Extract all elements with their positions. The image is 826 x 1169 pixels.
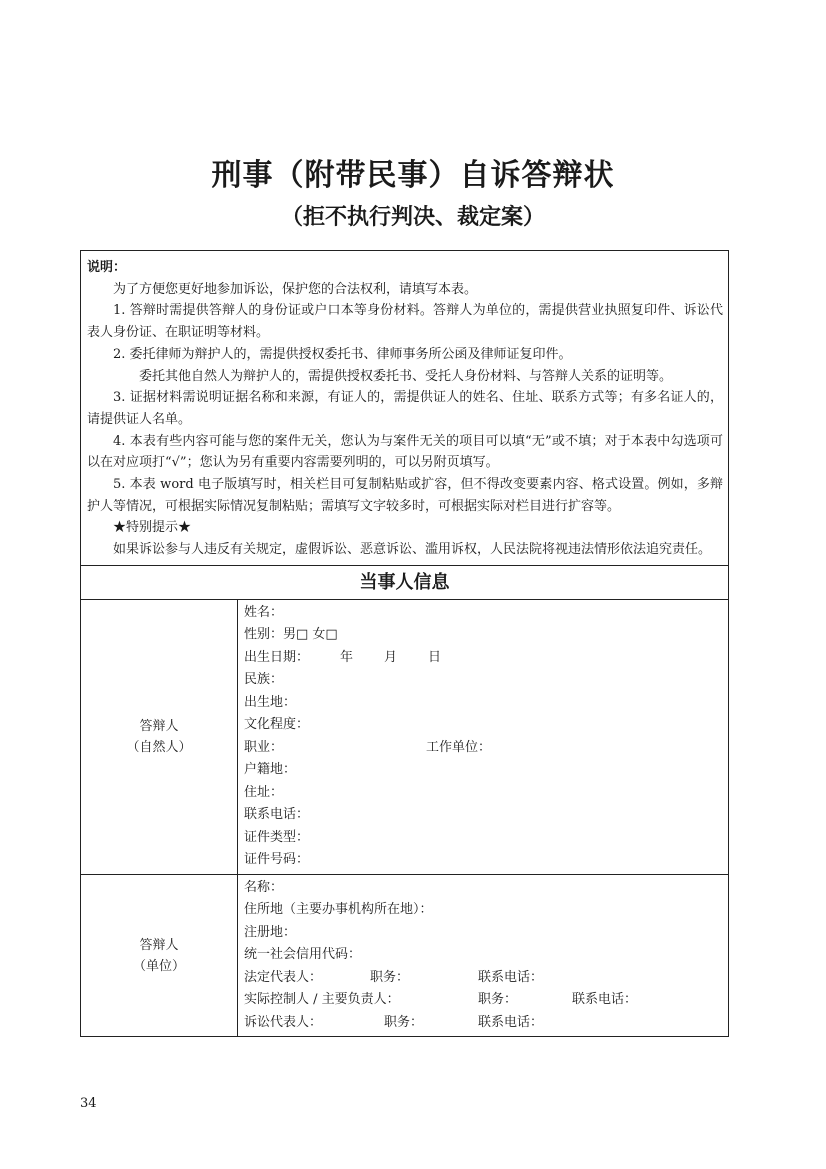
ethnicity-field[interactable]: 民族： (244, 672, 284, 688)
entity-label-line1: 答辩人 (139, 937, 179, 953)
instructions-box (81, 251, 728, 566)
controller-field[interactable] (244, 989, 724, 1012)
instruction-paragraph: 2. 委托律师为辩护人的，需提供授权委托书、律师事务所公函及律师证复印件。 (113, 346, 572, 362)
legal-rep-label: 法定代表人： (244, 969, 323, 985)
credit-code-field[interactable]: 统一社会信用代码： (244, 947, 362, 963)
address-field[interactable]: 住址： (244, 784, 284, 800)
natural-person-fields (238, 600, 728, 874)
birth-date-field[interactable] (244, 647, 724, 670)
gender-field[interactable]: 性别：男□ 女□ (244, 627, 338, 643)
natural-person-label-line1: 答辩人 (139, 718, 179, 734)
domicile-field[interactable]: 住所地（主要办事机构所在地）： (244, 902, 433, 918)
entity-row (81, 874, 728, 1037)
entity-label-line2: （单位） (132, 958, 185, 974)
entity-fields (238, 875, 728, 1037)
entity-label (81, 875, 238, 1037)
entity-name-field[interactable]: 名称： (244, 879, 284, 895)
household-field[interactable]: 户籍地： (244, 762, 297, 778)
phone-field[interactable]: 联系电话： (244, 807, 310, 823)
litigation-rep-field[interactable] (244, 1012, 724, 1035)
birth-month-label: 月 (384, 649, 398, 665)
controller-position-label: 职务： (478, 992, 518, 1008)
instructions-heading: 说明： (87, 260, 127, 275)
occupation-label: 职业： (244, 739, 284, 755)
document-subtitle: （拒不执行判决、裁定案） (280, 205, 545, 230)
controller-label: 实际控制人 / 主要负责人： (244, 992, 400, 1008)
instruction-paragraph: 5. 本表 word 电子版填写时，相关栏目可复制粘贴或扩容，但不得改变要素内容、格式设置。例如，多辩护人等情况，可根据实际情况复制粘贴；需填写文字较多时，可根据实际对栏目进行扩容等。 (87, 477, 723, 514)
birth-date-label: 出生日期： (244, 649, 310, 665)
id-number-field[interactable]: 证件号码： (244, 852, 310, 868)
instruction-paragraph: 委托其他自然人为辩护人的，需提供授权委托书、受托人身份材料、与答辩人关系的证明等。 (139, 368, 673, 384)
defense-form (80, 250, 729, 1037)
controller-phone-label: 联系电话： (572, 992, 638, 1008)
instruction-paragraph: 1. 答辩时需提供答辩人的身份证或户口本等身份材料。答辩人为单位的，需提供营业执照复印件、诉讼代表人身份证、在职证明等材料。 (87, 303, 723, 341)
legal-rep-position-label: 职务： (370, 969, 410, 985)
registered-place-field[interactable]: 注册地： (244, 924, 297, 940)
birth-day-label: 日 (428, 649, 442, 665)
document-title: 刑事（附带民事）自诉答辩状 (211, 158, 615, 193)
birthplace-field[interactable]: 出生地： (244, 694, 297, 710)
section-title-party-info: 当事人信息 (81, 566, 728, 600)
special-notice-text: 如果诉讼参与人违反有关规定，虚假诉讼、恶意诉讼、滥用诉权，人民法院将视违法情形依法追究责任。 (113, 542, 712, 558)
litigation-rep-label: 诉讼代表人： (244, 1014, 323, 1030)
employer-label: 工作单位： (426, 739, 492, 755)
legal-rep-phone-label: 联系电话： (478, 969, 544, 985)
instruction-paragraph: 为了方便您更好地参加诉讼，保护您的合法权利，请填写本表。 (113, 281, 478, 297)
legal-rep-field[interactable] (244, 967, 724, 990)
instruction-paragraph: 4. 本表有些内容可能与您的案件无关，您认为与案件无关的项目可以填“无”或不填；对于本表中勾选项可以在对应项打“√”；您认为另有重要内容需要列明的，可以另附页填写。 (87, 433, 723, 471)
litigation-rep-position-label: 职务： (384, 1014, 424, 1030)
litigation-rep-phone-label: 联系电话： (478, 1014, 544, 1030)
natural-person-label-line2: （自然人） (126, 739, 192, 755)
special-notice-heading: ★特别提示★ (113, 520, 192, 536)
education-field[interactable]: 文化程度： (244, 717, 310, 733)
id-type-field[interactable]: 证件类型： (244, 829, 310, 845)
natural-person-label (81, 600, 238, 874)
name-field[interactable]: 姓名： (244, 604, 284, 620)
occupation-employer-field[interactable] (244, 737, 724, 760)
natural-person-row (81, 600, 728, 874)
instruction-paragraph: 3. 证据材料需说明证据名称和来源，有证人的，需提供证人的姓名、住址、联系方式等；有多名证人的，请提供证人名单。 (87, 390, 723, 427)
page-number: 34 (80, 1096, 97, 1111)
birth-year-label: 年 (340, 649, 354, 665)
